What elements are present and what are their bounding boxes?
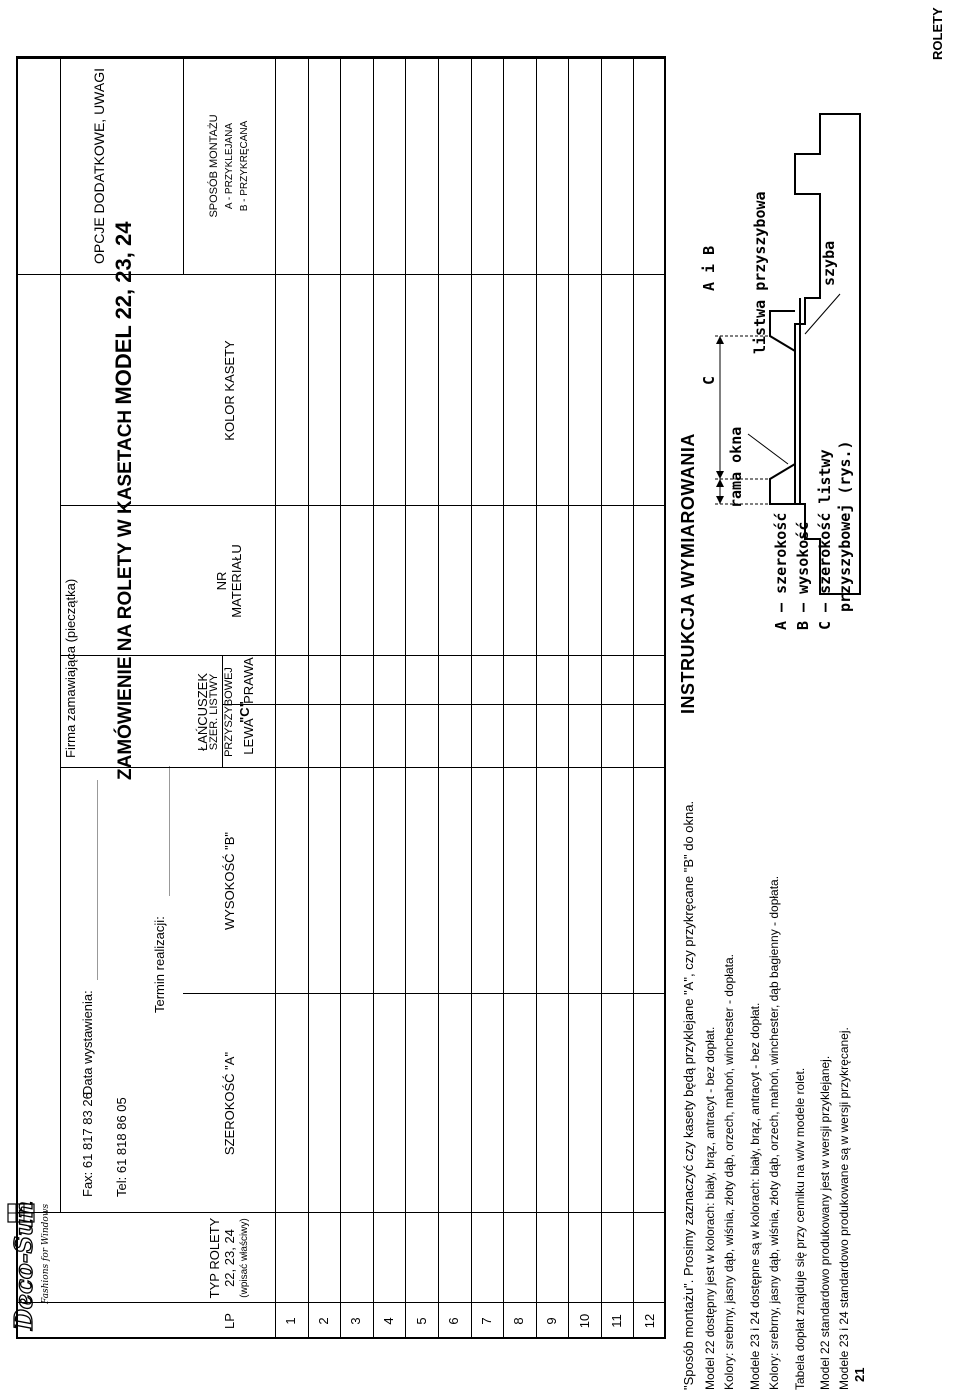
legend-c: C – szerokość listwy <box>816 449 834 630</box>
row-number: 7 <box>478 1317 494 1325</box>
row-divider <box>340 57 341 1339</box>
completion-label: Termin realizacji: <box>152 916 167 1013</box>
label-ab: A i B <box>700 245 718 291</box>
window-frame-shape <box>795 114 860 594</box>
header-strip-3: "C" <box>236 701 252 723</box>
header-type-3: (wpisać właściwy) <box>238 1218 250 1298</box>
note-model2324-standard: Modele 23 i 24 standardowo produkowane są w wersji przykręcanej. <box>837 1027 851 1390</box>
header-mounting-3: B - PRZYKRĘCANA <box>238 120 250 212</box>
row-number: 3 <box>348 1317 364 1325</box>
legend-c2: przyszybowej (rys.) <box>836 440 854 612</box>
header-lp: LP <box>221 1313 237 1329</box>
row-divider <box>568 57 569 1339</box>
row-number: 5 <box>413 1317 429 1325</box>
strip-left-shape <box>770 464 795 504</box>
row-number: 2 <box>315 1317 331 1325</box>
header-width: SZEROKOŚĆ "A" <box>221 1051 237 1156</box>
label-glass: szyba <box>820 240 838 286</box>
row-number: 8 <box>511 1317 527 1325</box>
note-model2324-extra: Kolory: srebrny, jasny dąb, wiśnia, złoty dąb, orzech, mahoń, winchester, dąb bagienny - dopłata. <box>767 875 781 1390</box>
label-c: C <box>700 375 718 385</box>
row-number: 9 <box>543 1317 559 1325</box>
col-divider-right <box>60 505 666 506</box>
header-right: PRAWA <box>241 657 256 704</box>
row-divider <box>633 57 634 1339</box>
row-divider <box>601 57 602 1339</box>
svg-text:Fashions for Windows: Fashions for Windows <box>41 1203 51 1304</box>
issue-date-label: Data wystawienia: <box>80 990 95 1095</box>
header-strip-2: PRZYSZYBOWEJ <box>222 667 235 757</box>
title-prefix: ZAMÓWIENIE NA ROLETY W KASETACH <box>115 404 136 780</box>
note-mounting: "Sposób montażu". Prosimy zaznaczyć czy kasety będą przyklejane "A", czy przykręcane "B" do okna. <box>681 800 696 1390</box>
header-color: KOLOR KASETY <box>221 340 237 441</box>
measurement-diagram <box>700 74 900 634</box>
header-height: WYSOKOŚĆ "B" <box>221 831 237 931</box>
label-strip: listwa przyszybowa <box>751 191 769 354</box>
header-bottom-line <box>275 57 276 1339</box>
row-divider <box>503 57 504 1339</box>
svg-text:Deco-Sun: Deco-Sun <box>9 1201 38 1330</box>
header-mounting-2: A - PRZYKLEJANA <box>223 122 235 210</box>
note-surcharge-table: Tabela dopłat znajduje się przy cenniku na w/w modele rolet. <box>793 1067 807 1390</box>
note-model22-standard: Model 22 standardowo produkowany jest w wersji przyklejanej. <box>818 1055 832 1390</box>
row-number: 6 <box>446 1317 462 1325</box>
strip-right-shape <box>770 311 795 351</box>
header-material-2: MATERIAŁU <box>229 544 244 618</box>
col-divider-left <box>60 655 666 656</box>
header-mounting <box>183 57 275 275</box>
title-model: MODEL 22, 23, 24 <box>111 221 136 405</box>
row-divider <box>373 57 374 1339</box>
note-model22-colors: Model 22 dostępny jest w kolorach: biały, brąz, antracyt - bez dopłat. <box>703 1026 717 1390</box>
header-type-1: TYP ROLETY <box>206 1217 222 1299</box>
instructions-title: INSTRUKCJA WYMIAROWANIA <box>678 433 698 714</box>
note-model22-extra: Kolory: srebrny, jasny dąb, wiśnia, złoty dąb, orzech, mahoń, winchester - dopłata. <box>722 954 736 1390</box>
page-number: 21 <box>852 1367 867 1382</box>
fax-number: Fax: 61 817 83 26 <box>80 1092 95 1197</box>
col-divider-strip <box>222 704 666 705</box>
row-number: 12 <box>641 1313 657 1329</box>
header-type-2: 22, 23, 24 <box>221 1229 237 1287</box>
company-label: Firma zamawiająca (pieczątka) <box>63 578 78 758</box>
row-number: 4 <box>381 1317 397 1325</box>
header-chain: ŁAŃCUSZEK <box>195 672 210 752</box>
header-type <box>183 1213 275 1303</box>
note-model2324-colors: Modele 23 i 24 dostępne są w kolorach: biały, brąz, antracyt - bez dopłat. <box>748 1002 762 1390</box>
tel-number: Tel: 61 818 86 05 <box>114 1097 129 1197</box>
col-divider-height <box>60 767 666 768</box>
row-number: 1 <box>283 1317 299 1325</box>
row-divider <box>536 57 537 1339</box>
label-frame: rama okna <box>727 426 745 508</box>
row-divider <box>405 57 406 1339</box>
header-material-1: NR <box>214 571 229 591</box>
row-divider <box>471 57 472 1339</box>
row-divider <box>438 57 439 1339</box>
header-mounting-1: SPOSÓB MONTAŻU <box>207 114 220 218</box>
row-number: 10 <box>576 1313 592 1329</box>
header-options: OPCJE DODATKOWE, UWAGI <box>91 68 107 265</box>
header-left: LEWA <box>241 718 256 755</box>
side-label: ROLETY <box>930 7 945 60</box>
header-strip-1: SZER. LISTWY <box>207 673 220 751</box>
header-material <box>183 506 275 656</box>
legend-b: B – wysokość <box>794 521 812 630</box>
row-divider <box>308 57 309 1339</box>
legend-a: A – szerokość <box>772 512 790 630</box>
row-number: 11 <box>609 1314 625 1328</box>
